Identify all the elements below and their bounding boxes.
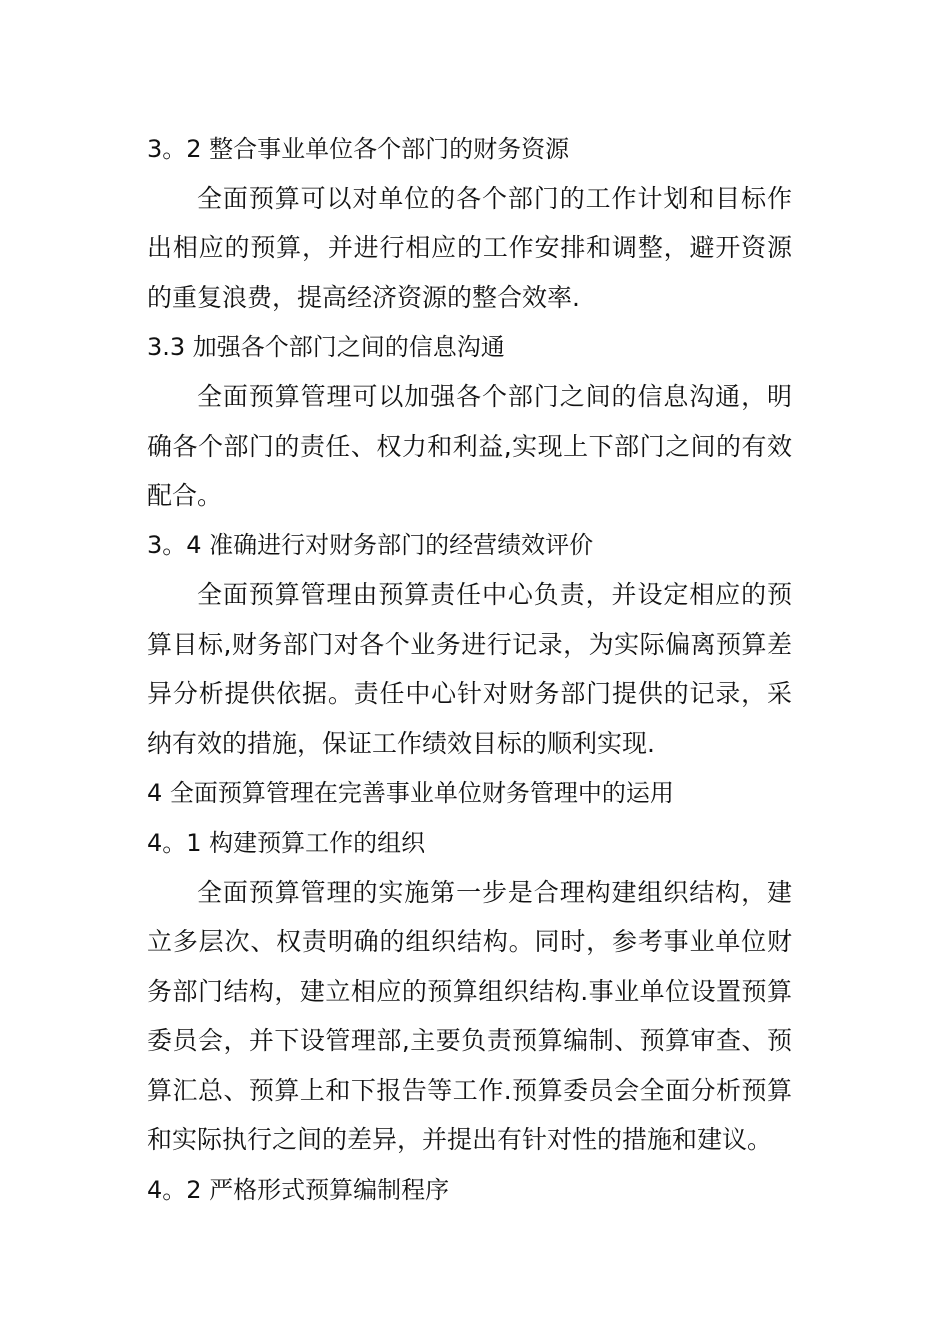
section-heading-4-1: 4。1 构建预算工作的组织 <box>147 829 426 858</box>
section-heading-4-2: 4。2 严格形式预算编制程序 <box>147 1175 450 1204</box>
section-heading-3-3: 3.3 加强各个部门之间的信息沟通 <box>147 333 505 362</box>
paragraph-3-3: 全面预算管理可以加强各个部门之间的信息沟通，明确各个部门的责任、权力和利益,实现上下部门之间的有效配合。 <box>147 382 792 511</box>
paragraph-3-2: 全面预算可以对单位的各个部门的工作计划和目标作出相应的预算，并进行相应的工作安排和调整，避开资源的重复浪费，提高经济资源的整合效率. <box>147 184 792 312</box>
paragraph-4-1: 全面预算管理的实施第一步是合理构建组织结构，建立多层次、权责明确的组织结构。同时，参考事业单位财务部门结构，建立相应的预算组织结构.事业单位设置预算委员会，并下设管理部,主要负责预算编制、预算审查、预算汇总、预算上和下报告等工作.预算委员会全面分析预算和实际执行之间的差异，并提出有针对性的措施和建议。 <box>147 878 792 1155</box>
document-body <box>147 124 792 1215</box>
section-heading-3-2: 3。2 整合事业单位各个部门的财务资源 <box>147 135 570 163</box>
paragraph-3-4: 全面预算管理由预算责任中心负责，并设定相应的预算目标,财务部门对各个业务进行记录，为实际偏离预算差异分析提供依据。责任中心针对财务部门提供的记录，采纳有效的措施，保证工作绩效目标的顺利实现. <box>147 580 792 758</box>
section-heading-3-4: 3。4 准确进行对财务部门的经营绩效评价 <box>147 531 594 560</box>
section-heading-4: 4 全面预算管理在完善事业单位财务管理中的运用 <box>147 779 674 808</box>
